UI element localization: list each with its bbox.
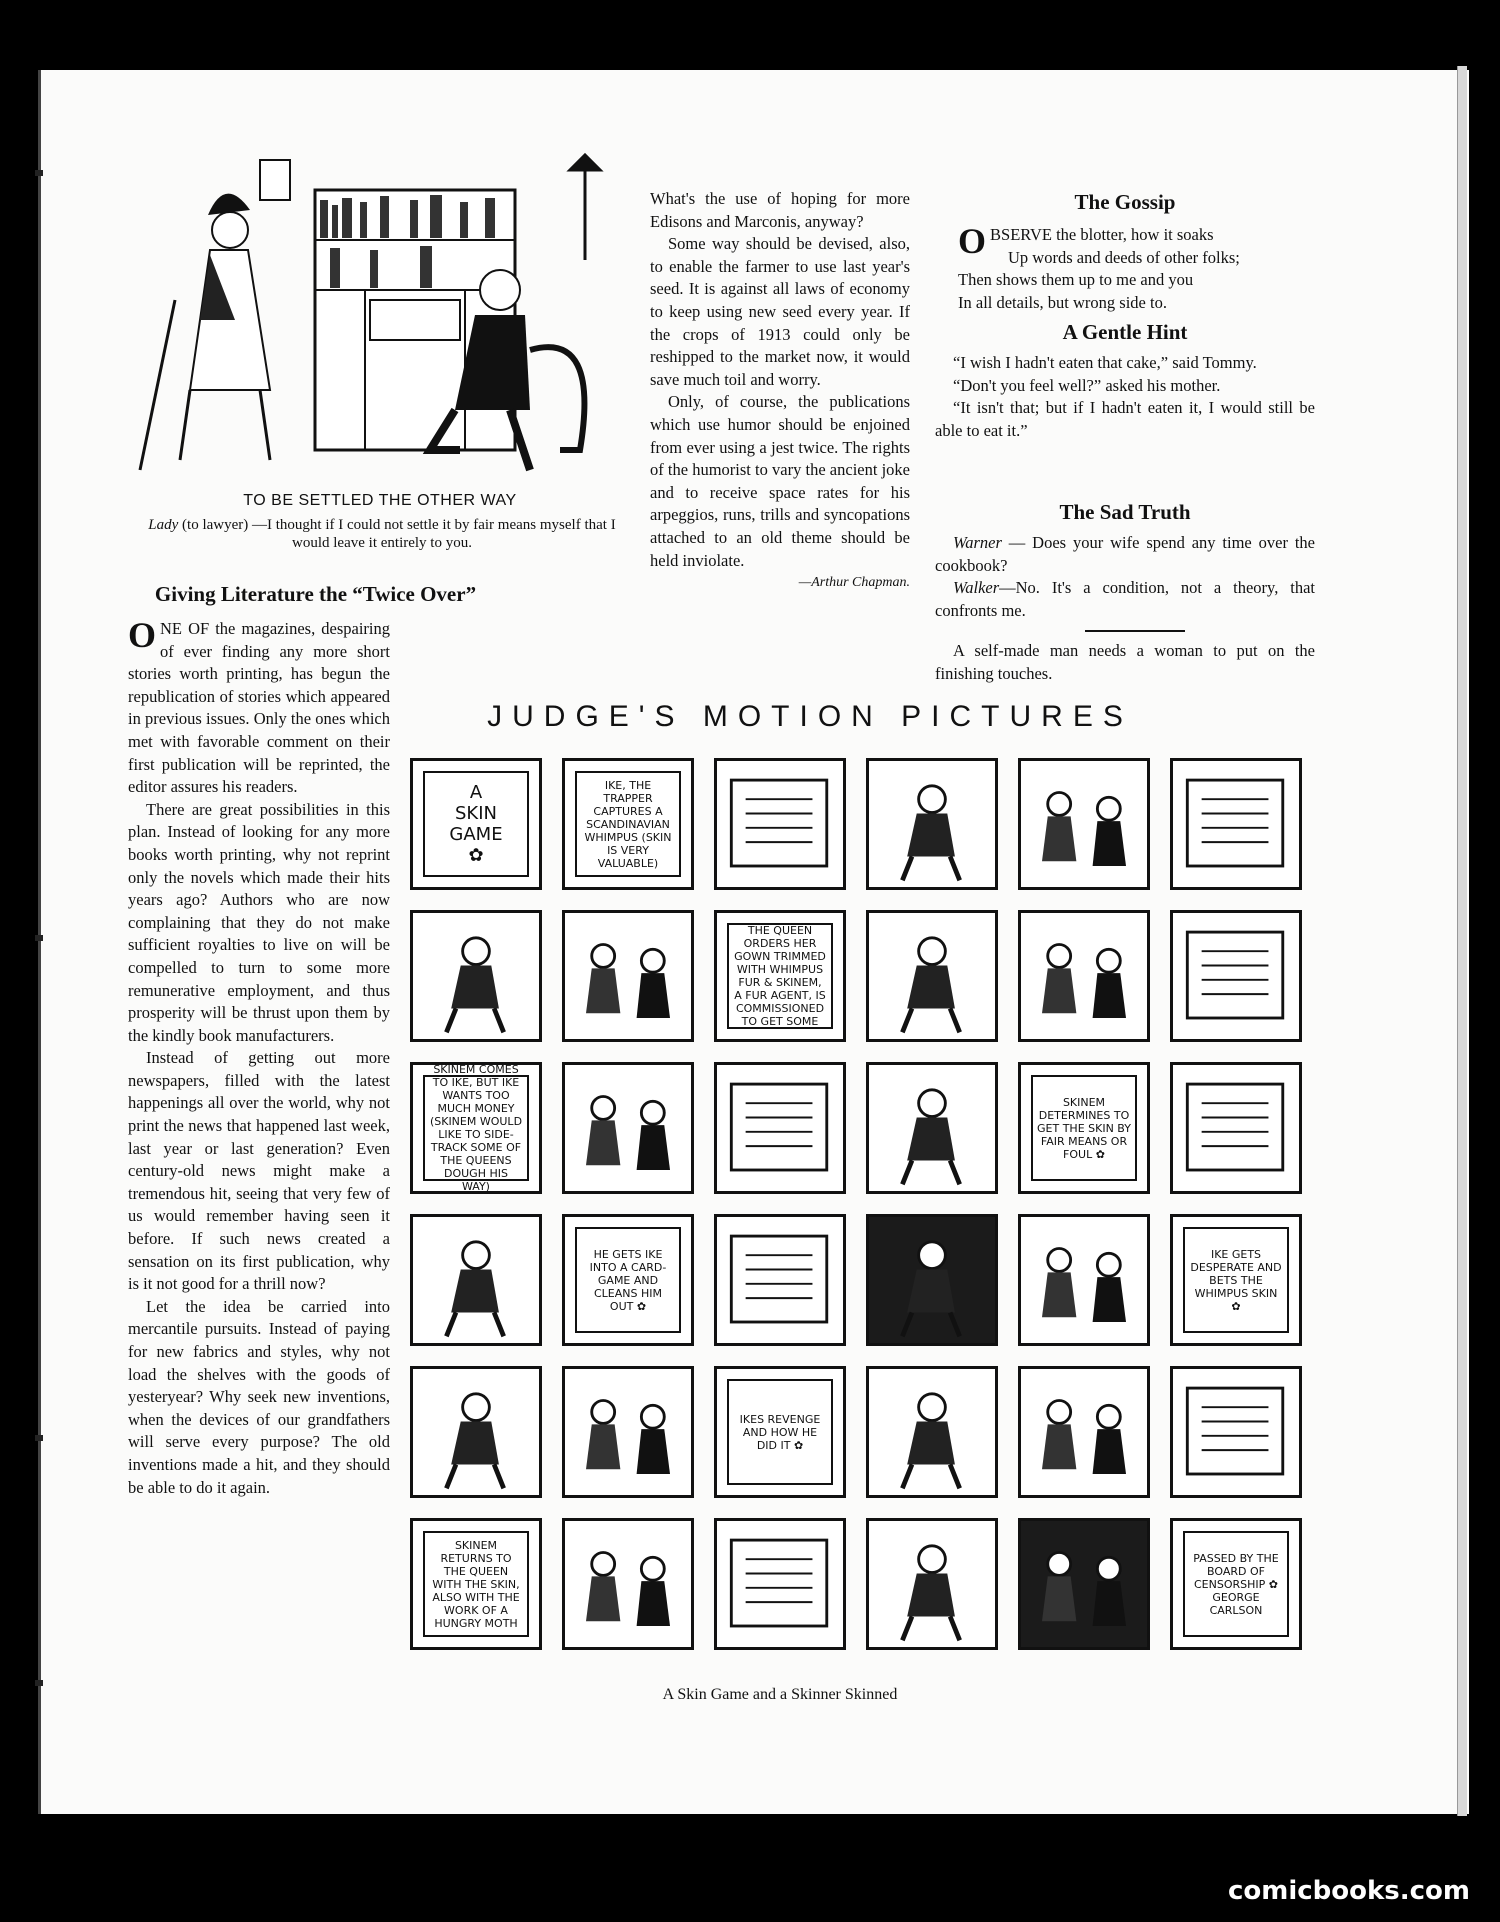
- comic-panel: [866, 1366, 998, 1498]
- comic-panel-caption: IKE, THE TRAPPER CAPTURES A SCANDINAVIAN WHIMPUS (SKIN IS VERY VALUABLE): [575, 771, 681, 877]
- binding-mark: [35, 1680, 43, 1686]
- comic-panel: [562, 1366, 694, 1498]
- article-signature: —Arthur Chapman.: [798, 575, 910, 591]
- comic-panel: [562, 910, 694, 1042]
- hint-heading: A Gentle Hint: [1062, 320, 1188, 344]
- comic-panel: [562, 758, 694, 890]
- truth-text: Warner — Does your wife spend any time over the cookbook? Walker—No. It's a condition, not a theory, that confronts me.: [935, 533, 1315, 620]
- comic-panel-drawing: [1173, 913, 1299, 1039]
- comic-panel-drawing: [717, 1521, 843, 1647]
- comic-panel-drawing: [413, 1369, 539, 1495]
- comic-panel: [1018, 1518, 1150, 1650]
- comic-panel-drawing: [565, 1369, 691, 1495]
- comic-panel-drawing: [565, 1065, 691, 1191]
- comic-panel: [1018, 1062, 1150, 1194]
- comic-panel: [410, 758, 542, 890]
- divider: [1085, 630, 1185, 632]
- comic-panel: [866, 1062, 998, 1194]
- comic-panel-caption: SKINEM DETERMINES TO GET THE SKIN BY FAIR MEANS OR FOUL ✿: [1031, 1075, 1137, 1181]
- gossip-poem: OBSERVE the blotter, how it soaks Up words and deeds of other folks; Then shows them up to me and you In all details, but wrong side to.: [958, 221, 1240, 312]
- article-column-middle: [650, 188, 910, 595]
- comic-panel: [410, 1214, 542, 1346]
- comic-panel: [714, 1366, 846, 1498]
- comic-panel-drawing: [869, 1217, 995, 1343]
- comic-panel: [714, 910, 846, 1042]
- comic-panel-drawing: [869, 1521, 995, 1647]
- article-paragraph-7: Only, of course, the publications which use humor should be enjoined from ever using a jest twice. The rights of the humorist to vary the ancient joke and to receive space rates for his arpeggios, runs, trills and syncopations attached to an old theme should be held inviolate.: [650, 392, 910, 570]
- lawyer-cartoon-illustration: [130, 150, 630, 480]
- comic-panel: [1170, 1518, 1302, 1650]
- comic-panel: [714, 758, 846, 890]
- comic-panel-caption: PASSED BY THE BOARD OF CENSORSHIP ✿ GEORGE CARLSON: [1183, 1531, 1289, 1637]
- comic-panel: [1170, 910, 1302, 1042]
- comic-panel-drawing: [717, 761, 843, 887]
- comic-panel: [1018, 910, 1150, 1042]
- article-paragraph-1: ONE OF the magazines, despairing of ever finding any more short stories worth printing, has begun the republication of stories which appeared in previous issues. Only the ones which met with favorable comment on their first publication will be reprinted, the editor assures his readers.: [128, 615, 390, 797]
- comic-panel-drawing: [1173, 1065, 1299, 1191]
- comic-panel-drawing: [565, 913, 691, 1039]
- comic-panel: [562, 1214, 694, 1346]
- comic-panel-drawing: [1173, 761, 1299, 887]
- self-made-joke: A self-made man needs a woman to put on the finishing touches.: [935, 641, 1315, 683]
- comic-panel-caption: A SKIN GAME ✿: [423, 771, 529, 877]
- comic-panel: [562, 1062, 694, 1194]
- comic-panel: [410, 910, 542, 1042]
- comic-panel-drawing: [413, 913, 539, 1039]
- comic-panel-caption: THE QUEEN ORDERS HER GOWN TRIMMED WITH WHIMPUS FUR & SKINEM, A FUR AGENT, IS COMMISSIONED TO GET SOME: [727, 923, 833, 1029]
- hint-text: “I wish I hadn't eaten that cake,” said Tommy. “Don't you feel well?” asked his mother. “It isn't that; but if I hadn't eaten it, I would still be able to eat it.”: [935, 353, 1315, 440]
- comic-panel-drawing: [1021, 1369, 1147, 1495]
- comic-panel-drawing: [1021, 1521, 1147, 1647]
- comic-panel-drawing: [1173, 1369, 1299, 1495]
- binding-mark: [35, 1435, 43, 1441]
- comic-panel: [1018, 1214, 1150, 1346]
- binding-mark: [35, 935, 43, 941]
- comic-panel: [1170, 1366, 1302, 1498]
- comic-panel-drawing: [717, 1217, 843, 1343]
- article-column-left: [128, 615, 390, 1499]
- motion-pictures-caption: A Skin Game and a Skinner Skinned: [662, 1686, 898, 1703]
- comic-panel-caption: HE GETS IKE INTO A CARD-GAME AND CLEANS HIM OUT ✿: [575, 1227, 681, 1333]
- comic-panel-grid: [410, 758, 1310, 1662]
- gossip-heading: The Gossip: [1074, 190, 1176, 214]
- comic-panel: [562, 1518, 694, 1650]
- comic-panel: [866, 758, 998, 890]
- comic-panel: [1018, 758, 1150, 890]
- comic-panel-drawing: [869, 1369, 995, 1495]
- motion-pictures-title: JUDGE'S MOTION PICTURES: [487, 700, 1133, 733]
- comic-panel: [714, 1518, 846, 1650]
- comic-panel: [1018, 1366, 1150, 1498]
- drop-cap: O: [958, 221, 987, 261]
- article-paragraph-6: Some way should be devised, also, to enable the farmer to use last year's seed. It is against all laws of economy to keep using new seed every year. If the crops of 1913 could only be reshipped to the market now, it would save much toil and worry.: [650, 234, 910, 389]
- comic-panel: [866, 1518, 998, 1650]
- comic-panel: [1170, 1214, 1302, 1346]
- comic-panel-caption: SKINEM RETURNS TO THE QUEEN WITH THE SKIN, ALSO WITH THE WORK OF A HUNGRY MOTH: [423, 1531, 529, 1637]
- article-heading: Giving Literature the “Twice Over”: [154, 582, 477, 606]
- comic-panel: [410, 1518, 542, 1650]
- comic-panel: [714, 1214, 846, 1346]
- article-paragraph-4: Let the idea be carried into mercantile pursuits. Instead of paying for new fabrics and styles, why not load the shelves with the goods of yesteryear? Why seek new inventions, when the devices of our grandfathers will serve every purpose? The old inventions made a hit, and they should be able to do it again.: [128, 1296, 390, 1497]
- article-paragraph-2: There are great possibilities in this plan. Instead of looking for any more books worth printing, why not reprint only the novels which made their hits years ago? Authors who are now complaining that they do not make sufficient royalties to live on will be compelled to turn to some more remunerative employment, and thus prosperity will be thrust upon them by the kindly book manufacturers.: [128, 799, 390, 1045]
- comic-panel-drawing: [869, 761, 995, 887]
- comic-panel-drawing: [565, 1521, 691, 1647]
- article-paragraph-3: Instead of getting out more newspapers, filled with the latest happenings all over the world, why not print the news that happened last week, last year or last generation? Even century-old news might make a tremendous hit, seeing that very few of us would remember having seen it before. If such news created a sensation on its first publication, why is it not good for a thrill now?: [128, 1048, 390, 1294]
- comic-panel: [866, 910, 998, 1042]
- comic-panel-caption: IKE GETS DESPERATE AND BETS THE WHIMPUS SKIN ✿: [1183, 1227, 1289, 1333]
- comic-panel: [1170, 758, 1302, 890]
- comic-panel-drawing: [869, 913, 995, 1039]
- caption-speaker: Lady: [148, 517, 179, 533]
- drop-cap: O: [128, 615, 157, 655]
- truth-heading: The Sad Truth: [1059, 500, 1191, 524]
- comic-panel: [866, 1214, 998, 1346]
- comic-panel-drawing: [869, 1065, 995, 1191]
- caption-body: (to lawyer) —I thought if I could not settle it by fair means myself that I would leave it entirely to you.: [178, 517, 616, 551]
- comic-panel: [410, 1366, 542, 1498]
- comic-panel-drawing: [717, 1065, 843, 1191]
- article-paragraph-5: What's the use of hoping for more Edisons and Marconis, anyway?: [650, 189, 910, 231]
- watermark: comicbooks.com: [1227, 1876, 1470, 1906]
- comic-panel-drawing: [413, 1217, 539, 1343]
- comic-panel: [1170, 1062, 1302, 1194]
- cartoon-caption-title: TO BE SETTLED THE OTHER WAY: [243, 492, 517, 509]
- cartoon-caption-text: [132, 516, 632, 552]
- comic-panel-caption: SKINEM COMES TO IKE, BUT IKE WANTS TOO MUCH MONEY (SKINEM WOULD LIKE TO SIDE-TRACK SOME OF THE QUEENS DOUGH HIS WAY): [423, 1075, 529, 1181]
- comic-panel: [714, 1062, 846, 1194]
- comic-panel-drawing: [1021, 1217, 1147, 1343]
- page-edge: [1457, 66, 1467, 1816]
- comic-panel-caption: IKES REVENGE AND HOW HE DID IT ✿: [727, 1379, 833, 1485]
- comic-panel: [410, 1062, 542, 1194]
- binding-mark: [35, 170, 43, 176]
- comic-panel-drawing: [1021, 913, 1147, 1039]
- comic-panel-drawing: [1021, 761, 1147, 887]
